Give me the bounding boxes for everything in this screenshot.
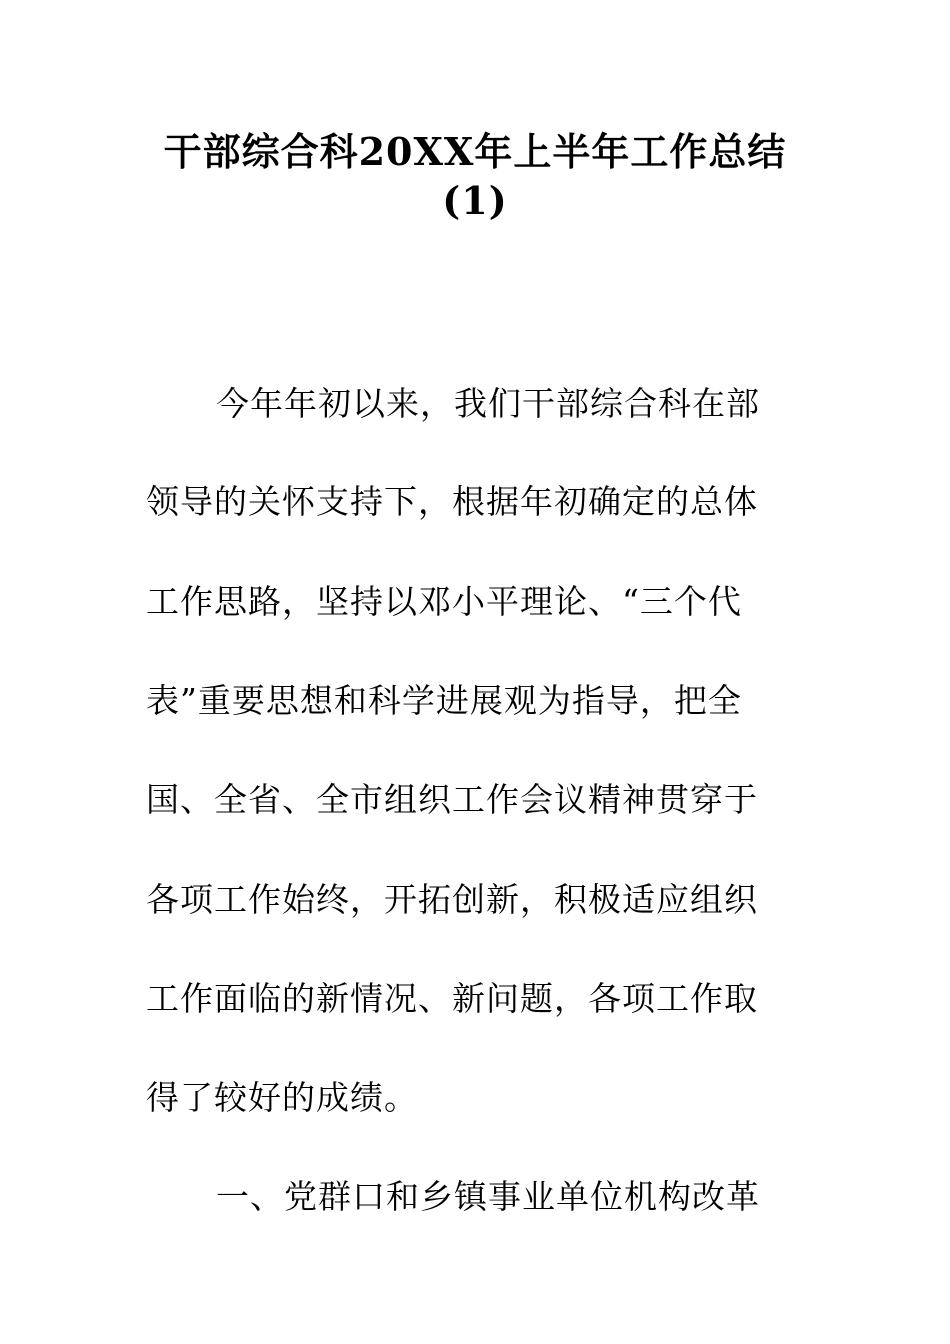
paragraph-line: 今年年初以来，我们干部综合科在部 [216,384,760,423]
section-heading: 一、党群口和乡镇事业单位机构改革 [216,1177,760,1216]
paragraph-line: 工作思路，坚持以邓小平理论、“三个代 [146,582,742,621]
paragraph-line: 国、全省、全市组织工作会议精神贯穿于 [146,780,758,819]
paragraph-line: 得了较好的成绩。 [146,1078,418,1117]
paragraph-line: 领导的关怀支持下，根据年初确定的总体 [146,482,758,521]
paragraph-line: 各项工作始终，开拓创新，积极适应组织 [146,880,758,919]
document-title: 干部综合科20XX年上半年工作总结 [163,129,787,174]
paragraph-line: 工作面临的新情况、新问题，各项工作取 [146,979,758,1018]
paragraph-line: 表”重要思想和科学进展观为指导，把全 [146,681,742,720]
document-title-number: (1) [442,178,508,223]
